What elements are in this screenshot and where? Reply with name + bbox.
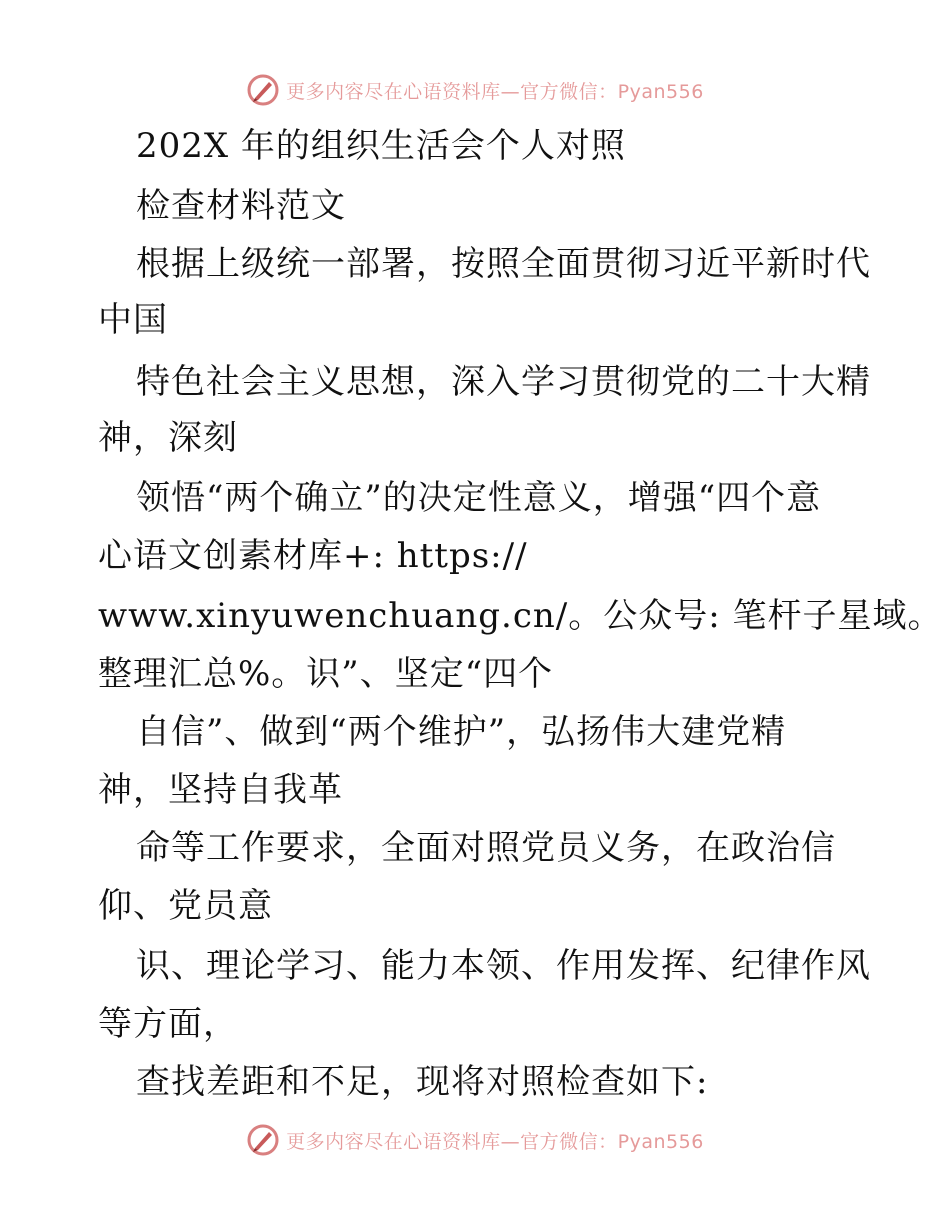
paragraph-line: 整理汇总%。识”、坚定“四个: [98, 654, 554, 694]
paragraph-line: 心语文创素材库+: https://: [98, 536, 528, 576]
paragraph-line: 特色社会主义思想，深入学习贯彻党的二十大精: [136, 362, 871, 402]
paragraph-line: 领悟“两个确立”的决定性意义，增强“四个意: [136, 478, 822, 518]
paragraph-line: 中国: [98, 300, 168, 340]
title-line-2: 检查材料范文: [136, 186, 346, 226]
quill-logo-icon: [246, 1123, 280, 1157]
title-line-1: 202X 年的组织生活会个人对照: [136, 126, 626, 166]
paragraph-line: www.xinyuwenchuang.cn/。公众号: 笔杆子星域。: [98, 596, 943, 636]
footer-watermark: [0, 1120, 950, 1160]
paragraph-line: 根据上级统一部署，按照全面贯彻习近平新时代: [136, 244, 871, 284]
watermark-text: 更多内容尽在心语资料库—官方微信：Pyan556: [286, 80, 704, 103]
header-watermark: [0, 70, 950, 110]
paragraph-line: 查找差距和不足，现将对照检查如下:: [136, 1062, 709, 1102]
watermark-text: 更多内容尽在心语资料库—官方微信：Pyan556: [286, 1130, 704, 1153]
quill-logo-icon: [246, 73, 280, 107]
paragraph-line: 仰、党员意: [98, 886, 273, 926]
paragraph-line: 识、理论学习、能力本领、作用发挥、纪律作风: [136, 946, 871, 986]
paragraph-line: 命等工作要求，全面对照党员义务，在政治信: [136, 828, 836, 868]
paragraph-line: 等方面，: [98, 1004, 238, 1044]
paragraph-line: 神，深刻: [98, 418, 238, 458]
paragraph-line: 自信”、做到“两个维护”，弘扬伟大建党精: [136, 712, 787, 752]
paragraph-line: 神，坚持自我革: [98, 770, 343, 810]
